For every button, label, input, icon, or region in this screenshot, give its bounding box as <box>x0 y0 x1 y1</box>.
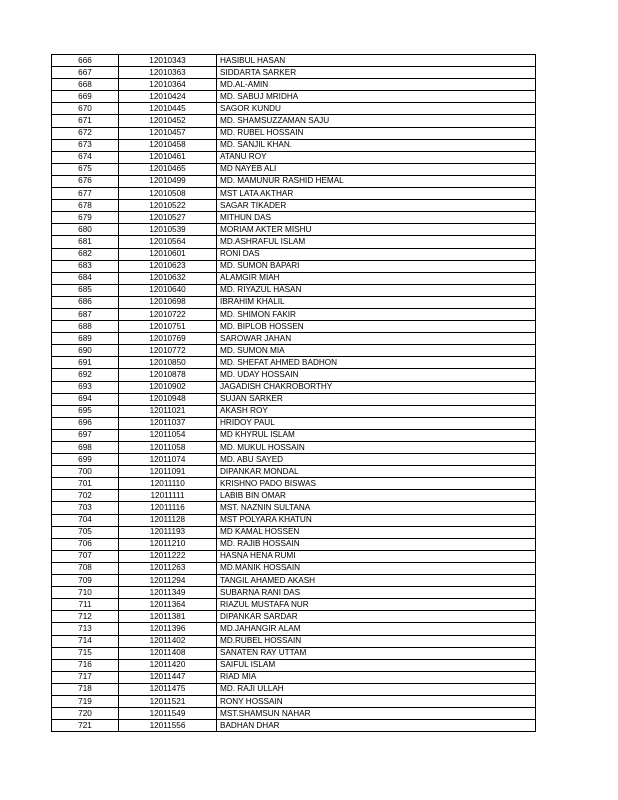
table-row <box>52 175 536 187</box>
student-name-cell: HASIBUL HASAN <box>217 55 536 67</box>
serial-number-cell: 716 <box>52 659 119 671</box>
serial-number-cell: 686 <box>52 296 119 308</box>
student-name-cell: MD. MUKUL HOSSAIN <box>217 442 536 454</box>
serial-number-cell: 666 <box>52 55 119 67</box>
student-name-cell: SANATEN RAY UTTAM <box>217 647 536 659</box>
serial-number-cell: 685 <box>52 284 119 296</box>
student-id-cell: 12011294 <box>119 575 217 587</box>
student-id-cell: 12011054 <box>119 429 217 441</box>
student-name-cell: SIDDARTA SARKER <box>217 67 536 79</box>
table-row <box>52 526 536 538</box>
student-name-cell: RONI DAS <box>217 248 536 260</box>
serial-number-cell: 711 <box>52 599 119 611</box>
serial-number-cell: 679 <box>52 212 119 224</box>
serial-number-cell: 673 <box>52 139 119 151</box>
student-id-cell: 12011556 <box>119 720 217 732</box>
serial-number-cell: 712 <box>52 611 119 623</box>
table-row <box>52 151 536 163</box>
serial-number-cell: 698 <box>52 442 119 454</box>
table-row <box>52 91 536 103</box>
serial-number-cell: 672 <box>52 127 119 139</box>
serial-number-cell: 715 <box>52 647 119 659</box>
student-id-cell: 12011074 <box>119 454 217 466</box>
serial-number-cell: 709 <box>52 575 119 587</box>
serial-number-cell: 710 <box>52 587 119 599</box>
serial-number-cell: 691 <box>52 357 119 369</box>
student-id-cell: 12010424 <box>119 91 217 103</box>
table-row <box>52 502 536 514</box>
roster-table <box>51 54 536 732</box>
table-row <box>52 695 536 707</box>
table-row <box>52 562 536 574</box>
student-id-cell: 12010508 <box>119 188 217 200</box>
student-name-cell: MD. RAJI ULLAH <box>217 683 536 695</box>
student-id-cell: 12010499 <box>119 175 217 187</box>
student-id-cell: 12011408 <box>119 647 217 659</box>
student-name-cell: ATANU ROY <box>217 151 536 163</box>
student-id-cell: 12010452 <box>119 115 217 127</box>
table-row <box>52 200 536 212</box>
student-name-cell: MST POLYARA KHATUN <box>217 514 536 526</box>
student-name-cell: MD. SUMON MIA <box>217 345 536 357</box>
serial-number-cell: 675 <box>52 163 119 175</box>
student-id-cell: 12011420 <box>119 659 217 671</box>
student-id-cell: 12011128 <box>119 514 217 526</box>
student-id-cell: 12010878 <box>119 369 217 381</box>
serial-number-cell: 677 <box>52 188 119 200</box>
student-id-cell: 12011349 <box>119 587 217 599</box>
serial-number-cell: 696 <box>52 417 119 429</box>
student-name-cell: DIPANKAR SARDAR <box>217 611 536 623</box>
student-name-cell: DIPANKAR MONDAL <box>217 466 536 478</box>
student-id-cell: 12010527 <box>119 212 217 224</box>
table-row <box>52 188 536 200</box>
table-row <box>52 393 536 405</box>
table-row <box>52 308 536 320</box>
student-name-cell: RIAD MIA <box>217 671 536 683</box>
table-row <box>52 357 536 369</box>
student-name-cell: SUJAN SARKER <box>217 393 536 405</box>
student-id-cell: 12011091 <box>119 466 217 478</box>
serial-number-cell: 681 <box>52 236 119 248</box>
student-id-cell: 12010457 <box>119 127 217 139</box>
student-id-cell: 12011110 <box>119 478 217 490</box>
student-name-cell: MD. BIPLOB HOSSEN <box>217 321 536 333</box>
table-row <box>52 139 536 151</box>
student-id-cell: 12010850 <box>119 357 217 369</box>
table-row <box>52 659 536 671</box>
student-id-cell: 12011021 <box>119 405 217 417</box>
serial-number-cell: 707 <box>52 550 119 562</box>
table-row <box>52 67 536 79</box>
student-id-cell: 12011364 <box>119 599 217 611</box>
student-id-cell: 12011475 <box>119 683 217 695</box>
serial-number-cell: 683 <box>52 260 119 272</box>
serial-number-cell: 682 <box>52 248 119 260</box>
serial-number-cell: 684 <box>52 272 119 284</box>
serial-number-cell: 717 <box>52 671 119 683</box>
student-name-cell: KRISHNO PADO BISWAS <box>217 478 536 490</box>
table-row <box>52 333 536 345</box>
student-name-cell: SAGAR TIKADER <box>217 200 536 212</box>
serial-number-cell: 697 <box>52 429 119 441</box>
serial-number-cell: 718 <box>52 683 119 695</box>
table-row <box>52 599 536 611</box>
student-name-cell: MD. RAJIB HOSSAIN <box>217 538 536 550</box>
serial-number-cell: 688 <box>52 321 119 333</box>
table-row <box>52 79 536 91</box>
student-name-cell: MD NAYEB ALI <box>217 163 536 175</box>
student-name-cell: MD. SANJIL KHAN. <box>217 139 536 151</box>
serial-number-cell: 700 <box>52 466 119 478</box>
serial-number-cell: 695 <box>52 405 119 417</box>
table-row <box>52 369 536 381</box>
table-row <box>52 260 536 272</box>
table-row <box>52 671 536 683</box>
student-name-cell: MD.MANIK HOSSAIN <box>217 562 536 574</box>
student-id-cell: 12010458 <box>119 139 217 151</box>
student-name-cell: MD KHYRUL ISLAM <box>217 429 536 441</box>
student-name-cell: MD. RUBEL HOSSAIN <box>217 127 536 139</box>
serial-number-cell: 693 <box>52 381 119 393</box>
student-name-cell: TANGIL AHAMED AKASH <box>217 575 536 587</box>
serial-number-cell: 708 <box>52 562 119 574</box>
table-row <box>52 442 536 454</box>
student-id-cell: 12011111 <box>119 490 217 502</box>
serial-number-cell: 687 <box>52 308 119 320</box>
serial-number-cell: 669 <box>52 91 119 103</box>
serial-number-cell: 702 <box>52 490 119 502</box>
student-name-cell: MD. SHEFAT AHMED BADHON <box>217 357 536 369</box>
table-row <box>52 115 536 127</box>
student-name-cell: MD.JAHANGIR ALAM <box>217 623 536 635</box>
table-row <box>52 623 536 635</box>
serial-number-cell: 721 <box>52 720 119 732</box>
table-row <box>52 538 536 550</box>
serial-number-cell: 680 <box>52 224 119 236</box>
serial-number-cell: 670 <box>52 103 119 115</box>
serial-number-cell: 689 <box>52 333 119 345</box>
serial-number-cell: 706 <box>52 538 119 550</box>
student-id-cell: 12010623 <box>119 260 217 272</box>
student-id-cell: 12010522 <box>119 200 217 212</box>
table-row <box>52 683 536 695</box>
student-name-cell: MD. SUMON BAPARI <box>217 260 536 272</box>
table-row <box>52 55 536 67</box>
student-name-cell: MORIAM AKTER MISHU <box>217 224 536 236</box>
student-name-cell: MD.AL-AMIN <box>217 79 536 91</box>
table-row <box>52 127 536 139</box>
table-row <box>52 417 536 429</box>
student-name-cell: BADHAN DHAR <box>217 720 536 732</box>
serial-number-cell: 674 <box>52 151 119 163</box>
serial-number-cell: 694 <box>52 393 119 405</box>
table-row <box>52 550 536 562</box>
serial-number-cell: 671 <box>52 115 119 127</box>
table-row <box>52 575 536 587</box>
student-name-cell: MD. UDAY HOSSAIN <box>217 369 536 381</box>
serial-number-cell: 713 <box>52 623 119 635</box>
student-id-cell: 12011381 <box>119 611 217 623</box>
table-row <box>52 514 536 526</box>
student-id-cell: 12010539 <box>119 224 217 236</box>
student-name-cell: MST LATA AKTHAR <box>217 188 536 200</box>
student-name-cell: MD.RUBEL HOSSAIN <box>217 635 536 647</box>
student-id-cell: 12010564 <box>119 236 217 248</box>
student-name-cell: MD KAMAL HOSSEN <box>217 526 536 538</box>
student-name-cell: MD. RIYAZUL HASAN <box>217 284 536 296</box>
student-id-cell: 12010769 <box>119 333 217 345</box>
student-name-cell: MD. SHIMON FAKIR <box>217 308 536 320</box>
student-name-cell: MST.SHAMSUN NAHAR <box>217 708 536 720</box>
student-name-cell: MD. SHAMSUZZAMAN SAJU <box>217 115 536 127</box>
table-row <box>52 466 536 478</box>
student-id-cell: 12010461 <box>119 151 217 163</box>
student-name-cell: LABIB BIN OMAR <box>217 490 536 502</box>
table-row <box>52 720 536 732</box>
student-name-cell: IBRAHIM KHALIL <box>217 296 536 308</box>
serial-number-cell: 699 <box>52 454 119 466</box>
table-row <box>52 587 536 599</box>
table-row <box>52 490 536 502</box>
table-row <box>52 405 536 417</box>
student-id-cell: 12010722 <box>119 308 217 320</box>
table-row <box>52 647 536 659</box>
student-id-cell: 12010902 <box>119 381 217 393</box>
student-name-cell: MD. ABU SAYED <box>217 454 536 466</box>
roster-table-body <box>52 55 536 732</box>
table-row <box>52 478 536 490</box>
table-row <box>52 321 536 333</box>
student-id-cell: 12011193 <box>119 526 217 538</box>
student-name-cell: MITHUN DAS <box>217 212 536 224</box>
student-id-cell: 12011549 <box>119 708 217 720</box>
student-name-cell: RONY HOSSAIN <box>217 695 536 707</box>
student-name-cell: SAIFUL ISLAM <box>217 659 536 671</box>
table-row <box>52 708 536 720</box>
student-id-cell: 12011037 <box>119 417 217 429</box>
table-row <box>52 236 536 248</box>
student-id-cell: 12011222 <box>119 550 217 562</box>
student-name-cell: SAGOR KUNDU <box>217 103 536 115</box>
student-id-cell: 12010948 <box>119 393 217 405</box>
serial-number-cell: 704 <box>52 514 119 526</box>
table-row <box>52 103 536 115</box>
student-id-cell: 12011402 <box>119 635 217 647</box>
serial-number-cell: 703 <box>52 502 119 514</box>
student-name-cell: JAGADISH CHAKROBORTHY <box>217 381 536 393</box>
table-row <box>52 454 536 466</box>
table-row <box>52 224 536 236</box>
student-name-cell: ALAMGIR MIAH <box>217 272 536 284</box>
student-id-cell: 12010343 <box>119 55 217 67</box>
student-id-cell: 12010640 <box>119 284 217 296</box>
student-name-cell: MD. SABUJ MRIDHA <box>217 91 536 103</box>
table-row <box>52 345 536 357</box>
student-id-cell: 12011263 <box>119 562 217 574</box>
student-id-cell: 12010601 <box>119 248 217 260</box>
student-id-cell: 12010363 <box>119 67 217 79</box>
serial-number-cell: 692 <box>52 369 119 381</box>
student-id-cell: 12010465 <box>119 163 217 175</box>
student-name-cell: MST. NAZNIN SULTANA <box>217 502 536 514</box>
table-row <box>52 284 536 296</box>
serial-number-cell: 676 <box>52 175 119 187</box>
student-name-cell: MD.ASHRAFUL ISLAM <box>217 236 536 248</box>
table-row <box>52 611 536 623</box>
student-id-cell: 12010751 <box>119 321 217 333</box>
serial-number-cell: 690 <box>52 345 119 357</box>
student-name-cell: SUBARNA RANI DAS <box>217 587 536 599</box>
student-id-cell: 12011521 <box>119 695 217 707</box>
serial-number-cell: 714 <box>52 635 119 647</box>
serial-number-cell: 701 <box>52 478 119 490</box>
student-id-cell: 12010632 <box>119 272 217 284</box>
serial-number-cell: 705 <box>52 526 119 538</box>
table-row <box>52 272 536 284</box>
student-id-cell: 12010772 <box>119 345 217 357</box>
student-name-cell: HRIDOY PAUL <box>217 417 536 429</box>
serial-number-cell: 719 <box>52 695 119 707</box>
table-row <box>52 212 536 224</box>
table-row <box>52 429 536 441</box>
student-id-cell: 12010364 <box>119 79 217 91</box>
student-id-cell: 12011396 <box>119 623 217 635</box>
student-name-cell: RIAZUL MUSTAFA NUR <box>217 599 536 611</box>
student-name-cell: SAROWAR JAHAN <box>217 333 536 345</box>
student-id-cell: 12011116 <box>119 502 217 514</box>
student-name-cell: MD. MAMUNUR RASHID HEMAL <box>217 175 536 187</box>
table-row <box>52 635 536 647</box>
student-id-cell: 12010698 <box>119 296 217 308</box>
table-row <box>52 163 536 175</box>
student-id-cell: 12011447 <box>119 671 217 683</box>
serial-number-cell: 678 <box>52 200 119 212</box>
student-name-cell: HASNA HENA RUMI <box>217 550 536 562</box>
table-row <box>52 296 536 308</box>
student-name-cell: AKASH ROY <box>217 405 536 417</box>
table-row <box>52 248 536 260</box>
serial-number-cell: 668 <box>52 79 119 91</box>
student-id-cell: 12011058 <box>119 442 217 454</box>
student-id-cell: 12010445 <box>119 103 217 115</box>
serial-number-cell: 720 <box>52 708 119 720</box>
student-id-cell: 12011210 <box>119 538 217 550</box>
table-row <box>52 381 536 393</box>
serial-number-cell: 667 <box>52 67 119 79</box>
